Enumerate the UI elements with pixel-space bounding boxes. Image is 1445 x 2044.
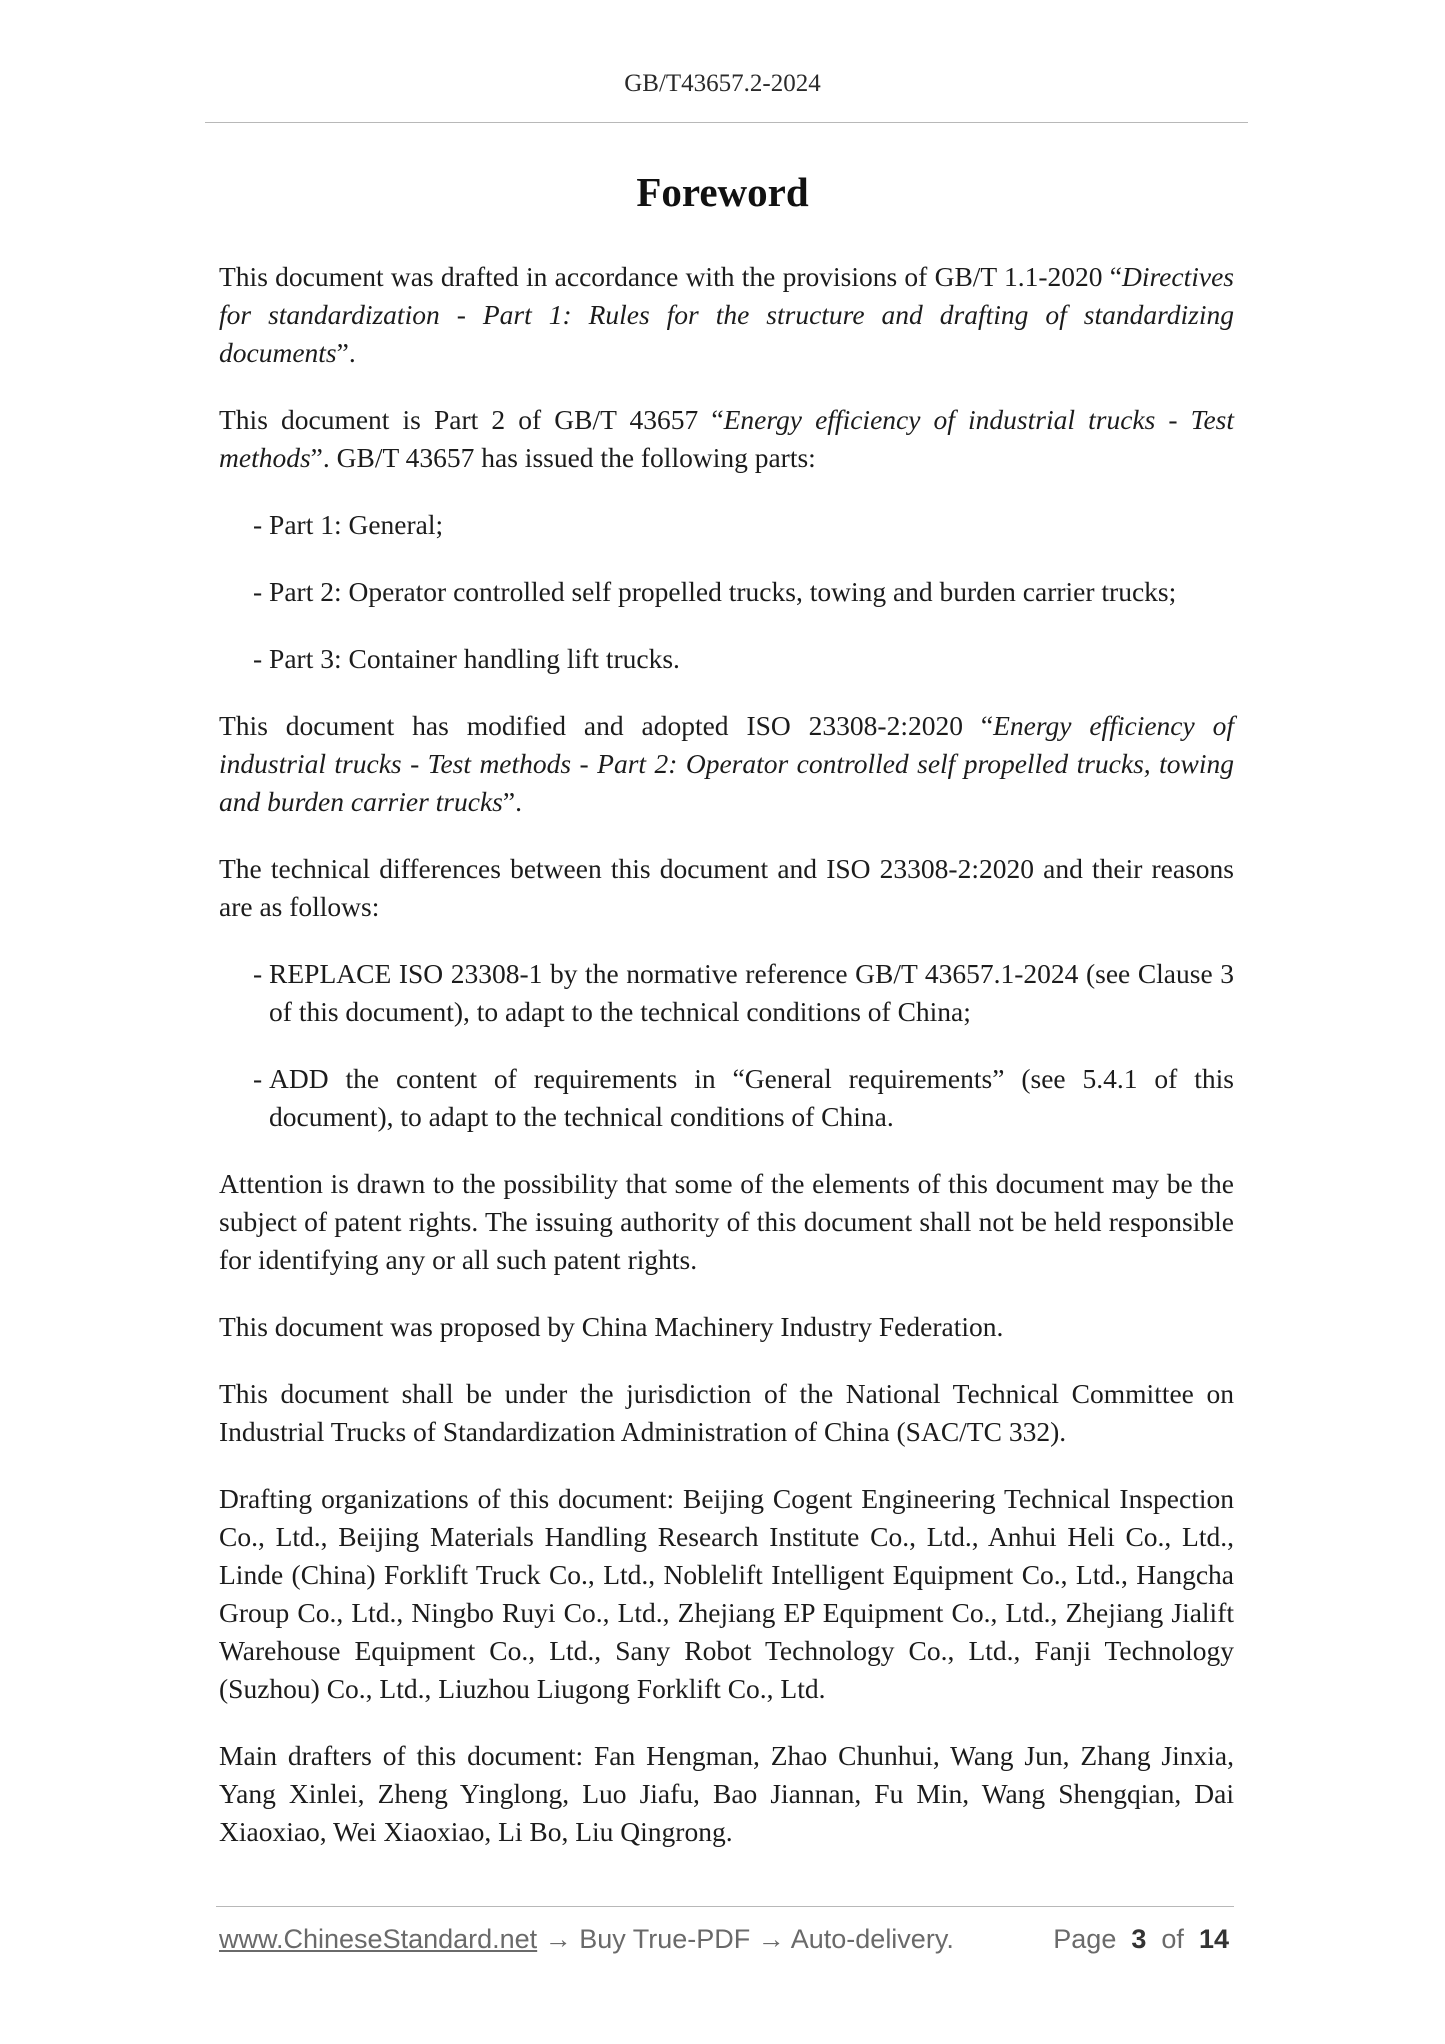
list-dash: - bbox=[253, 1063, 270, 1094]
paragraph-patent-notice: Attention is drawn to the possibility that some of the elements of this document may be the subject of patent rights. The issuing authority of this document shall not be held responsible for identifying any or all such patent rights. bbox=[219, 1168, 1234, 1275]
paragraph-text: ”. GB/T 43657 has issued the following parts: bbox=[310, 442, 816, 473]
list-item-text: ADD the content of requirements in “General requirements” (see 5.4.1 of this document), to adapt to the technical conditions of China. bbox=[269, 1063, 1234, 1132]
list-item-text: REPLACE ISO 23308-1 by the normative reference GB/T 43657.1-2024 (see Clause 3 of this document), to adapt to the technical conditions of China; bbox=[269, 958, 1234, 1027]
running-header: GB/T43657.2-2024 bbox=[624, 70, 821, 97]
paragraph-text: ”. bbox=[336, 337, 356, 368]
paragraph-iso-adoption bbox=[219, 707, 1234, 821]
paragraph-jurisdiction: This document shall be under the jurisdiction of the National Technical Committee on Industrial Trucks of Standardization Administration of China (SAC/TC 332). bbox=[219, 1378, 1234, 1447]
list-item-part-2: - Part 2: Operator controlled self propelled trucks, towing and burden carrier trucks; bbox=[253, 576, 1177, 607]
paragraph-italic-title: Energy efficiency of industrial trucks - Test methods - Part 2: Operator controlled self propelled trucks, towing and burden carrier trucks bbox=[219, 710, 1234, 817]
website-link[interactable]: www.ChineseStandard.net bbox=[219, 1924, 538, 1954]
paragraph-italic-title: Directives for standardization - Part 1: Rules for the structure and drafting of standardizing documents bbox=[219, 261, 1234, 368]
page-indicator bbox=[1053, 1924, 1229, 1955]
page-current: 3 bbox=[1131, 1924, 1147, 1954]
paragraph-text: ”. bbox=[502, 786, 522, 817]
footer-divider bbox=[216, 1906, 1234, 1907]
paragraph-italic-title: Energy efficiency of industrial trucks - Test methods bbox=[219, 404, 1234, 473]
paragraph-text: This document was drafted in accordance with the provisions of GB/T 1.1-2020 “ bbox=[219, 261, 1122, 292]
paragraph-part-info bbox=[219, 401, 1234, 477]
list-dash: - bbox=[253, 958, 270, 989]
page-label: Page bbox=[1053, 1924, 1117, 1954]
page-of-label: of bbox=[1161, 1924, 1184, 1954]
list-item-part-1: - Part 1: General; bbox=[253, 509, 444, 540]
list-item-part-3: - Part 3: Container handling lift trucks. bbox=[253, 643, 680, 674]
page-total: 14 bbox=[1198, 1924, 1229, 1954]
paragraph-proposed-by: This document was proposed by China Machinery Industry Federation. bbox=[219, 1311, 1004, 1342]
paragraph-text: This document is Part 2 of GB/T 43657 “ bbox=[219, 404, 724, 435]
list-item-difference-1 bbox=[253, 955, 1234, 1031]
paragraph-text: This document has modified and adopted ISO 23308-2:2020 “ bbox=[219, 710, 994, 741]
paragraph-drafting-rules bbox=[219, 258, 1234, 372]
paragraph-technical-differences: The technical differences between this document and ISO 23308-2:2020 and their reasons are as follows: bbox=[219, 853, 1234, 922]
foreword-body bbox=[219, 258, 1234, 1851]
header-divider bbox=[205, 122, 1248, 123]
paragraph-drafting-organizations: Drafting organizations of this document: Beijing Cogent Engineering Technical Inspection Co., Ltd., Beijing Materials Handling Research Institute Co., Ltd., Anhui Heli Co., Ltd., Linde (China) Forklift Truck Co., Ltd., Noblelift Intelligent Equipment Co., Ltd., Hangcha Group Co., Ltd., Ningbo Ruyi Co., Ltd., Zhejiang EP Equipment Co., Ltd., Zhejiang Jialift Warehouse Equipment Co., Ltd., Sany Robot Technology Co., Ltd., Fanji Technology (Suzhou) Co., Ltd., Liuzhou Liugong Forklift Co., Ltd. bbox=[219, 1483, 1234, 1704]
page-footer bbox=[219, 1924, 1229, 1960]
page-title: Foreword bbox=[636, 169, 809, 215]
footer-left bbox=[219, 1924, 954, 1955]
paragraph-main-drafters: Main drafters of this document: Fan Hengman, Zhao Chunhui, Wang Jun, Zhang Jinxia, Yang Xinlei, Zheng Yinglong, Luo Jiafu, Bao Jiannan, Fu Min, Wang Shengqian, Dai Xiaoxiao, Wei Xiaoxiao, Li Bo, Liu Qingrong. bbox=[219, 1740, 1234, 1847]
footer-tagline: → Buy True-PDF → Auto-delivery. bbox=[537, 1924, 954, 1954]
list-item-difference-2 bbox=[253, 1060, 1234, 1136]
